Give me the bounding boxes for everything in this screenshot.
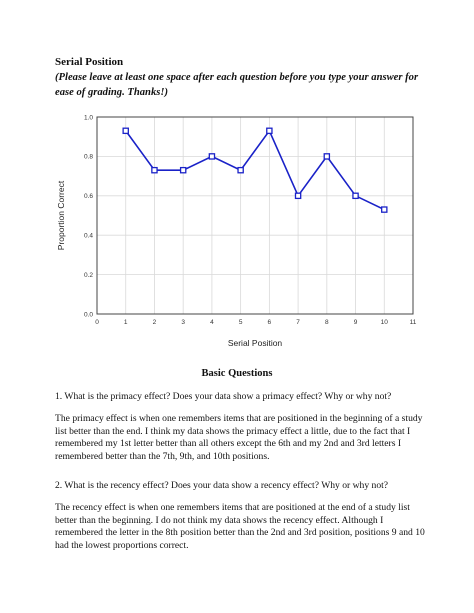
data-point [267, 128, 272, 133]
x-tick-label: 6 [267, 319, 272, 326]
page-title: Serial Position [55, 56, 124, 68]
x-axis-label: Serial Position [227, 338, 283, 348]
x-tick-label: 11 [409, 319, 417, 326]
question-1: 1. What is the primacy effect? Does your data show a primacy effect? Why or why not? [55, 391, 392, 402]
answer-2: The recency effect is when one remembers items that are positioned at the end of a study list better than the beginning. I do not think my data shows the recency effect. Although I remembered the letter in the 8th position better than the 2nd and 3rd position, positions 9 and 10 had the lowest proportions correct. [55, 502, 425, 551]
y-tick-label: 1.0 [83, 114, 93, 122]
x-tick-label: 2 [152, 319, 157, 326]
chart-grid [97, 117, 413, 314]
x-tick-label: 0 [95, 319, 99, 326]
data-point [353, 193, 358, 198]
answer-1: The primacy effect is when one remembers items that are positioned in the beginning of a study list better than the end. I think my data shows the primacy effect a little, due to the fact that I remembered my 1st letter better than all others except the 6th and my 2nd and 3rd letters I remembered better than the 7th, 9th, and 10th positions. [55, 413, 423, 462]
x-tick-label: 5 [238, 319, 243, 326]
x-tick-label: 9 [353, 319, 358, 326]
data-point [238, 168, 243, 173]
series-line [126, 131, 385, 210]
data-point [295, 193, 300, 198]
y-tick-label: 0.6 [83, 193, 93, 201]
data-point [382, 207, 387, 212]
y-tick-labels [84, 114, 93, 318]
x-tick-label: 8 [325, 319, 329, 326]
section-heading: Basic Questions [201, 368, 273, 379]
x-tick-label: 4 [210, 319, 214, 326]
y-axis-label: Proportion Correct [56, 180, 66, 251]
question-2: 2. What is the recency effect? Does your data show a recency effect? Why or why not? [55, 480, 389, 491]
x-tick-label: 7 [296, 319, 300, 326]
data-point [152, 168, 157, 173]
x-tick-label: 3 [181, 319, 185, 326]
y-tick-label: 0.2 [83, 271, 93, 279]
x-tick-label: 10 [380, 319, 388, 326]
y-tick-label: 0.0 [83, 311, 93, 319]
data-point [181, 168, 186, 173]
y-tick-label: 0.4 [83, 232, 93, 240]
x-tick-label: 1 [123, 319, 128, 326]
data-point [123, 128, 128, 133]
data-point [209, 154, 214, 159]
x-tick-labels [95, 319, 417, 326]
y-tick-label: 0.8 [83, 153, 93, 161]
instructions: (Please leave at least one space after each question before you type your answer for ease of grading. Thanks!) [55, 72, 419, 98]
data-point [324, 154, 329, 159]
plot-frame [97, 117, 413, 314]
